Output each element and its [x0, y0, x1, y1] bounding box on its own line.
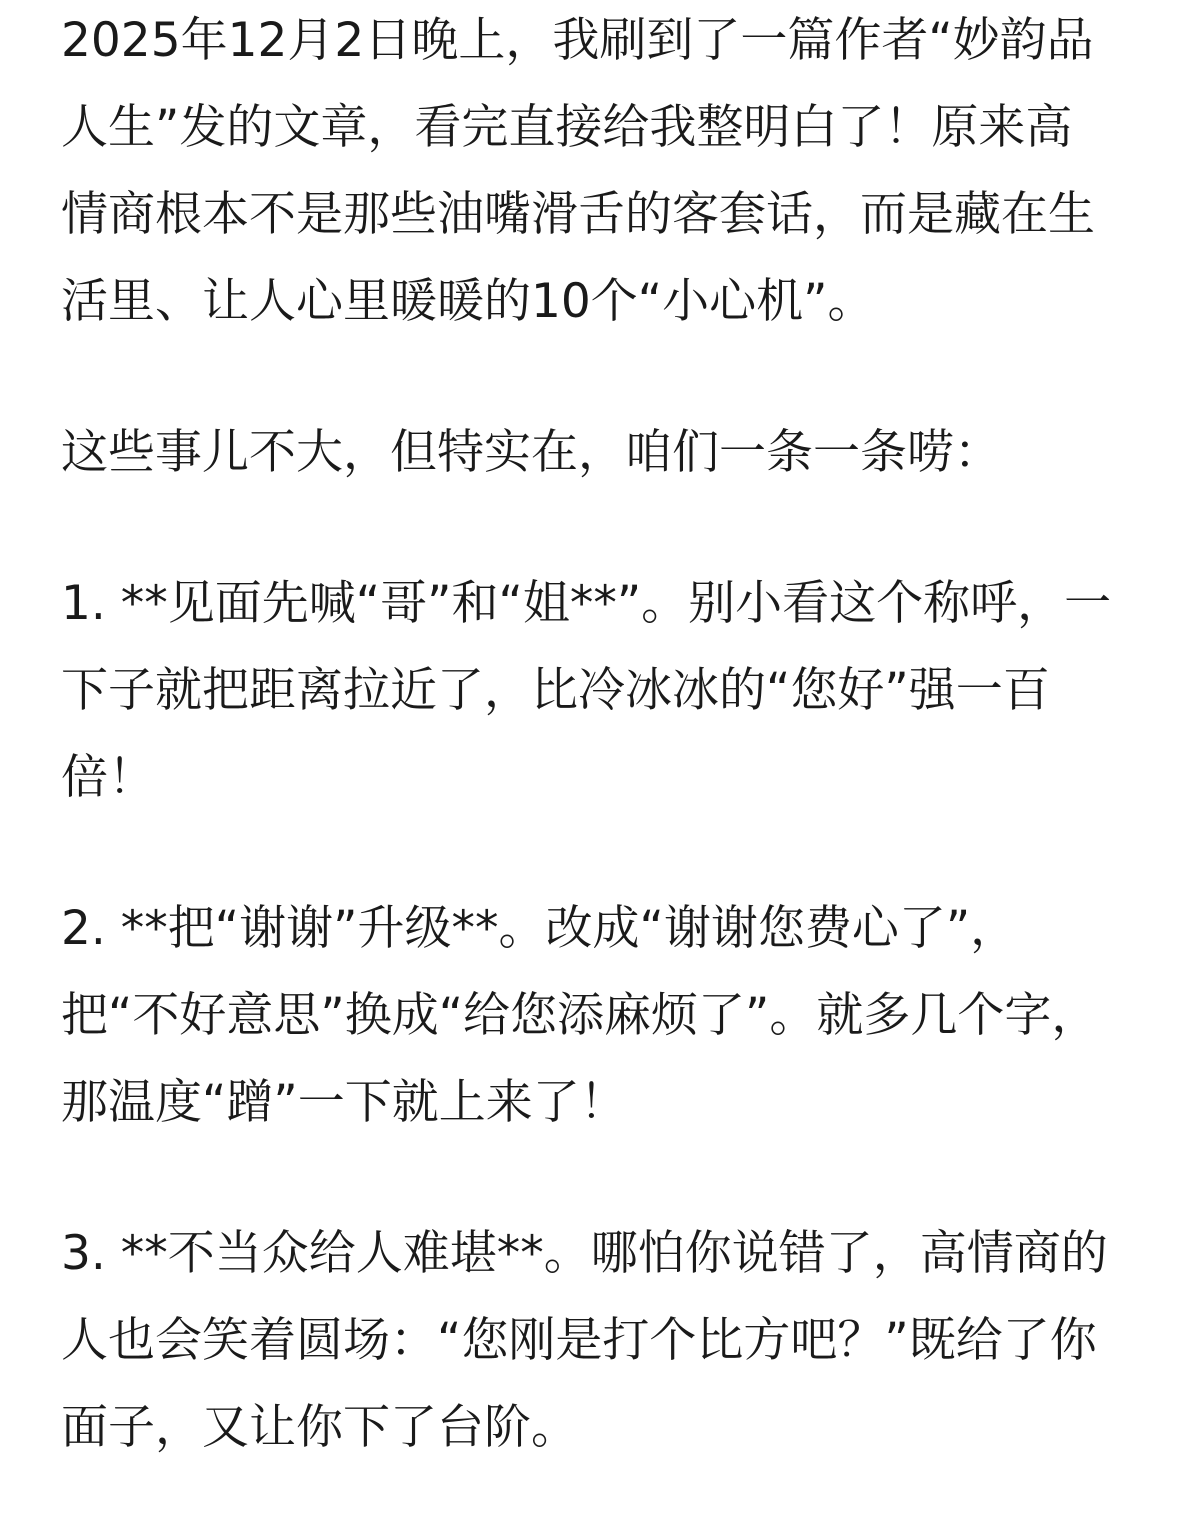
article-body — [61, 0, 1119, 1471]
tip-1-paragraph: 1. **见面先喊“哥”和“姐**”。别小看这个称呼，一下子就把距离拉近了，比冷冰冰的“您好”强一百倍！ — [61, 576, 1112, 805]
tip-3-paragraph: 3. **不当众给人难堪**。哪怕你说错了，高情商的人也会笑着圆场：“您刚是打个比方吧？”既给了你面子，又让你下了台阶。 — [61, 1226, 1108, 1455]
lead-in-paragraph: 这些事儿不大，但特实在，咱们一条一条唠： — [61, 425, 1001, 480]
tip-2-paragraph: 2. **把“谢谢”升级**。改成“谢谢您费心了”，把“不好意思”换成“给您添麻烦了”。就多几个字，那温度“蹭”一下就上来了！ — [61, 901, 1099, 1130]
intro-paragraph: 2025年12月2日晚上，我刷到了一篇作者“妙韵品人生”发的文章，看完直接给我整明白了！原来高情商根本不是那些油嘴滑舌的客套话，而是藏在生活里、让人心里暖暖的10个“小心机”。 — [61, 13, 1095, 329]
